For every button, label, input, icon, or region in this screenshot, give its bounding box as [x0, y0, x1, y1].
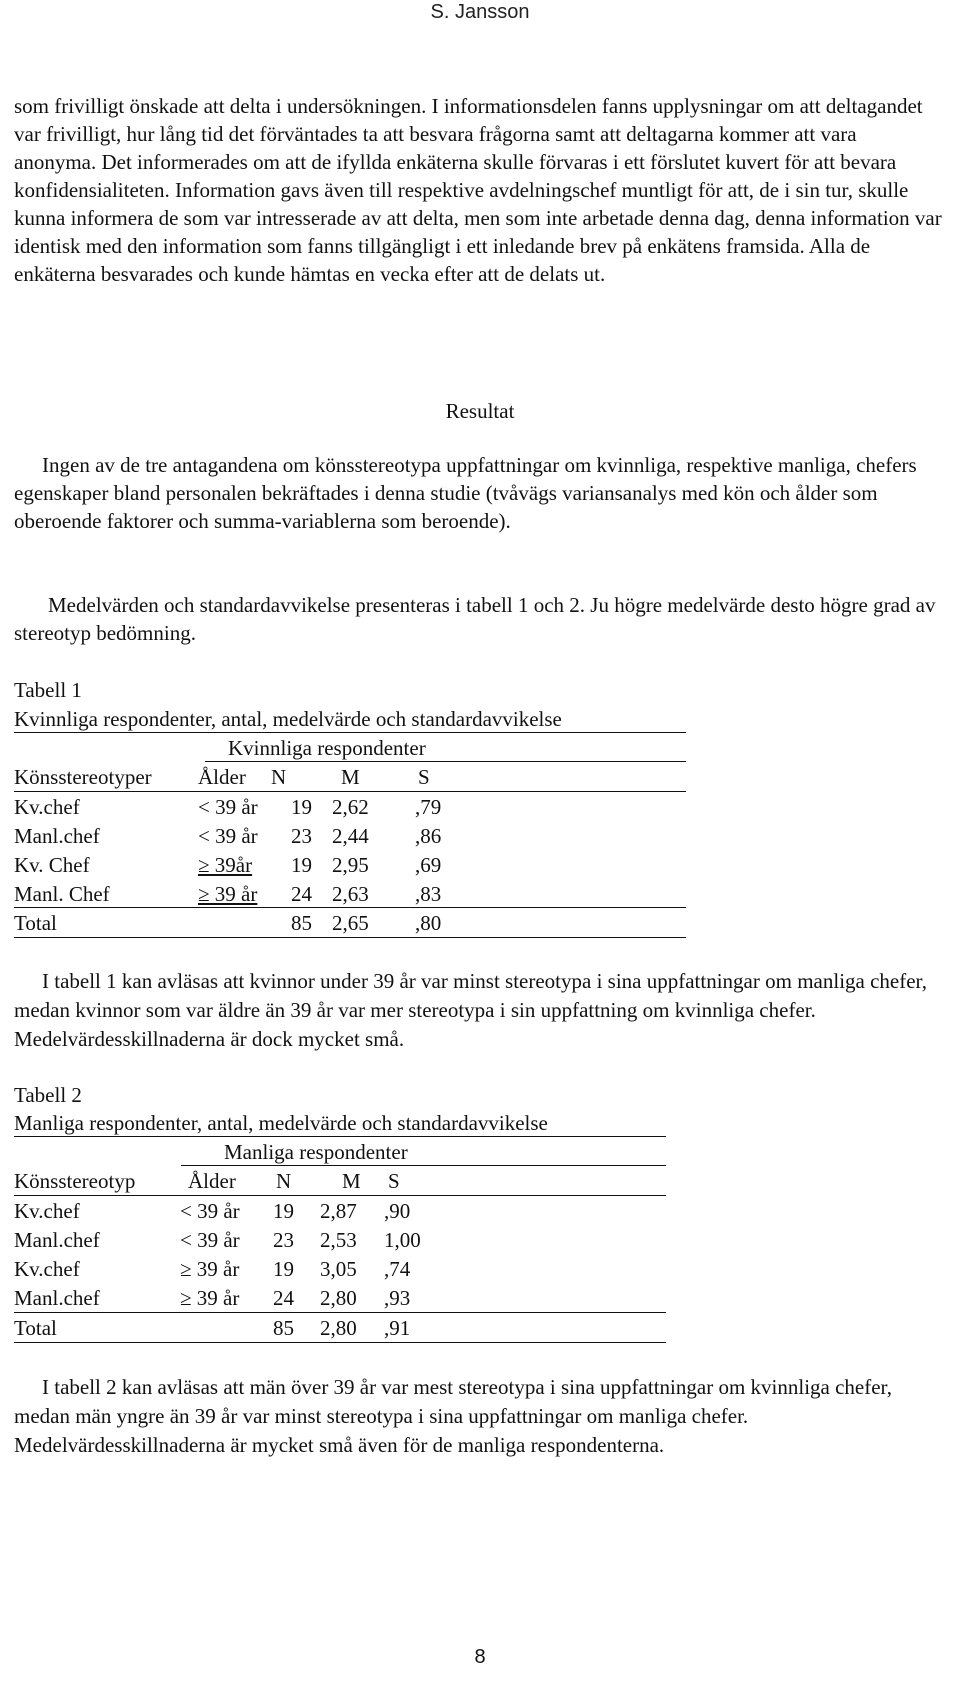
table2-total-s: ,91	[384, 1316, 411, 1340]
table1-total-label: Total	[14, 911, 57, 935]
table1-cell-type: Manl.chef	[14, 824, 100, 848]
table1-bottom-rule	[14, 937, 686, 938]
table1-cell-m: 2,63	[332, 882, 369, 906]
table2-cell-type: Kv.chef	[14, 1199, 80, 1223]
table1-cell-n: 24	[291, 882, 312, 906]
table2-cell-m: 2,80	[320, 1286, 357, 1310]
table2-cell-n: 19	[273, 1257, 294, 1281]
table1-cell-age: ≥ 39år	[198, 853, 253, 877]
table2-paragraph: I tabell 2 kan avläsas att män över 39 år var mest stereotypa i sina uppfattningar om kvinnliga chefer, medan män yngre än 39 år var minst stereotypa i sina uppfattningar om manliga chefer. Medelvärdesskillnaderna är mycket små även för de manliga respondenterna.	[14, 1375, 892, 1457]
table1-cell-n: 23	[291, 824, 312, 848]
table2-cell-s: ,74	[384, 1257, 411, 1281]
table2-cell-type: Manl.chef	[14, 1286, 100, 1310]
table1-cell-s: ,79	[415, 795, 442, 819]
table1-total-m: 2,65	[332, 911, 369, 935]
table2-cell-s: ,93	[384, 1286, 411, 1310]
table2-total-label: Total	[14, 1316, 57, 1340]
table1-total-n: 85	[291, 911, 312, 935]
table2-cell-n: 23	[273, 1228, 294, 1252]
table1-cell-m: 2,44	[332, 824, 369, 848]
table1-cell-n: 19	[291, 853, 312, 877]
table1-cell-m: 2,95	[332, 853, 369, 877]
table1-label: Tabell 1	[14, 678, 82, 702]
table2-group-rule	[181, 1165, 666, 1166]
table2-col-type: Könsstereotyp	[14, 1169, 136, 1193]
table1-cell-age: < 39 år	[198, 795, 258, 819]
table2-bottom-rule	[14, 1342, 666, 1343]
table1-cell-s: ,83	[415, 882, 442, 906]
table1-cell-s: ,86	[415, 824, 442, 848]
table2-cell-type: Kv.chef	[14, 1257, 80, 1281]
running-header: S. Jansson	[430, 1, 530, 23]
table1-cell-type: Kv.chef	[14, 795, 80, 819]
table1-cell-age: ≥ 39 år	[198, 882, 258, 906]
table2-cell-n: 24	[273, 1286, 294, 1310]
table2-total-m: 2,80	[320, 1316, 357, 1340]
table2-cell-m: 2,53	[320, 1228, 357, 1252]
table2-caption: Manliga respondenter, antal, medelvärde och standardavvikelse	[14, 1111, 548, 1135]
table2-cell-s: ,90	[384, 1199, 411, 1223]
table1-group-header-label: Kvinnliga respondenter	[228, 736, 426, 760]
table2-col-m: M	[342, 1169, 361, 1193]
table2-cell-age: < 39 år	[180, 1228, 240, 1252]
table2-cell-m: 2,87	[320, 1199, 357, 1223]
table1-paragraph: I tabell 1 kan avläsas att kvinnor under 39 år var minst stereotypa i sina uppfattningar om manliga chefer, medan kvinnor som var äldre än 39 år var mer stereotypa i sin uppfattning om kvinnliga chefer. Medelvärdesskillnaderna är dock mycket små.	[14, 969, 927, 1051]
table2-total-n: 85	[273, 1316, 294, 1340]
table2-cell-s: 1,00	[384, 1228, 421, 1252]
table1-cell-age: < 39 år	[198, 824, 258, 848]
table2-cell-n: 19	[273, 1199, 294, 1223]
table1-cell-s: ,69	[415, 853, 442, 877]
table1-col-n: N	[271, 765, 287, 789]
method-paragraph: som frivilligt önskade att delta i undersökningen. I informationsdelen fanns upplysningar om att deltagandet var frivilligt, hur lång tid det förväntades ta att besvara frågorna samt att deltagarna kommer att vara anonyma. Det informerades om att de ifyllda enkäterna skulle förvaras i ett förslutet kuvert för att bevara konfidensialiteten. Information gavs även till respektive avdelningschef muntligt för att, de i sin tur, skulle kunna informera de som var intresserade av att delta, men som inte arbetade denna dag, denna information var identisk med den information som fanns tillgängligt i ett inledande brev på enkätens framsida. Alla de enkäterna besvarades och kunde hämtas en vecka efter att de delats ut.	[14, 94, 942, 286]
table1-total-s: ,80	[415, 911, 442, 935]
result-paragraph: Ingen av de tre antagandena om könsstereotypa uppfattningar om kvinnliga, respektive manliga, chefers egenskaper bland personalen bekräftades i denna studie (tvåvägs variansanalys med kön och ålder som oberoende faktorer och summa-variablerna som beroende).	[14, 453, 917, 533]
table2-group-header-label: Manliga respondenter	[224, 1140, 408, 1164]
table1-cell-n: 19	[291, 795, 312, 819]
table2-cell-m: 3,05	[320, 1257, 357, 1281]
table1-col-s: S	[418, 765, 430, 789]
table1-cell-type: Manl. Chef	[14, 882, 110, 906]
section-heading-resultat: Resultat	[445, 399, 515, 423]
table1-col-type: Könsstereotyper	[14, 765, 152, 789]
table2-cell-age: ≥ 39 år	[180, 1257, 240, 1281]
table2-label: Tabell 2	[14, 1083, 82, 1107]
table1-cell-type: Kv. Chef	[14, 853, 90, 877]
table1-col-m: M	[341, 765, 360, 789]
table2-cell-type: Manl.chef	[14, 1228, 100, 1252]
table1-col-age: Ålder	[198, 765, 246, 789]
table1-cell-m: 2,62	[332, 795, 369, 819]
means-paragraph: Medelvärden och standardavvikelse presenteras i tabell 1 och 2. Ju högre medelvärde desto högre grad av stereotyp bedömning.	[14, 593, 936, 645]
table2-col-n: N	[276, 1169, 292, 1193]
table2-col-age: Ålder	[188, 1169, 236, 1193]
table2-cell-age: ≥ 39 år	[180, 1286, 240, 1310]
table2-cell-age: < 39 år	[180, 1199, 240, 1223]
page-number: 8	[474, 1646, 486, 1668]
table2-col-s: S	[388, 1169, 400, 1193]
table1-caption: Kvinnliga respondenter, antal, medelvärde och standardavvikelse	[14, 707, 562, 731]
